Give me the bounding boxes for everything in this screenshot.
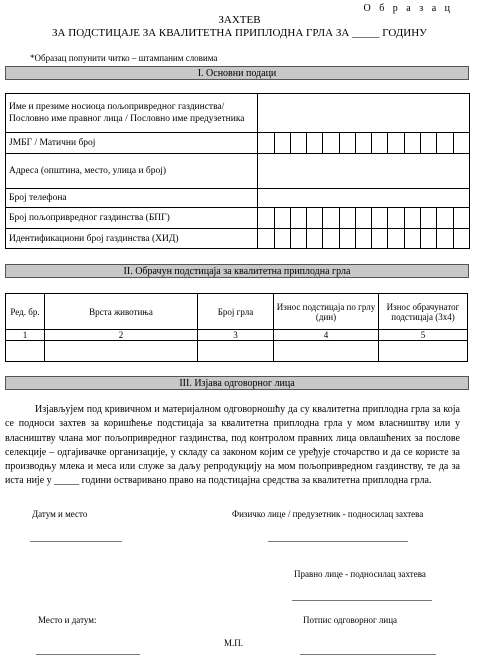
form-label: О б р а з а ц — [363, 3, 453, 14]
physical-person-signature-line[interactable] — [268, 541, 408, 542]
table-row — [6, 133, 470, 154]
table-row — [6, 341, 468, 362]
hid-digit-cell[interactable] — [372, 229, 388, 249]
table-row — [6, 229, 470, 249]
section-2-header: II. Обрачун подстицаја за квалитетна приплодна грла — [5, 264, 469, 278]
jmbg-digit-cell[interactable] — [355, 133, 371, 154]
hid-digit-cell[interactable] — [355, 229, 371, 249]
jmbg-digit-cell[interactable] — [437, 133, 453, 154]
jmbg-digit-cell[interactable] — [323, 133, 339, 154]
hid-digit-cell[interactable] — [323, 229, 339, 249]
hid-digit-cell[interactable] — [274, 229, 290, 249]
hid-digit-cell[interactable] — [307, 229, 323, 249]
holder-name-label: Име и презиме носиоца пољопривредног газдинства/ Пословно име правног лица / Пословно име предузетника — [6, 94, 258, 133]
ordinal-field[interactable] — [6, 341, 45, 362]
hid-digit-cell[interactable] — [339, 229, 355, 249]
phone-field[interactable] — [258, 189, 470, 208]
jmbg-digit-cell[interactable] — [421, 133, 437, 154]
head-count-field[interactable] — [198, 341, 274, 362]
hid-label: Идентификациони број газдинства (ХИД) — [6, 229, 258, 249]
bpg-digit-cell[interactable] — [388, 208, 404, 229]
fill-instruction-note: *Образац попунити читко – штампаним словима — [30, 53, 218, 63]
date-place-line[interactable] — [30, 541, 122, 542]
table-row — [6, 208, 470, 229]
calculation-table — [5, 293, 468, 362]
legal-person-signature-line[interactable] — [292, 600, 432, 601]
table-row — [6, 330, 468, 341]
hid-digit-cell[interactable] — [388, 229, 404, 249]
bpg-digit-cell[interactable] — [339, 208, 355, 229]
jmbg-digit-cell[interactable] — [307, 133, 323, 154]
col-number: 2 — [45, 330, 198, 341]
table-row — [6, 94, 470, 133]
address-field[interactable] — [258, 154, 470, 189]
table-row — [6, 189, 470, 208]
legal-person-label: Правно лице - подносилац захтева — [294, 569, 426, 579]
section-1-header: I. Основни подаци — [5, 66, 469, 80]
responsible-signature-line[interactable] — [300, 654, 436, 655]
amount-per-head-field[interactable] — [274, 341, 379, 362]
bpg-digit-cell[interactable] — [323, 208, 339, 229]
place-date-line[interactable] — [36, 654, 140, 655]
bpg-digit-cell[interactable] — [404, 208, 420, 229]
bpg-label: Број пољопривредног газдинства (БПГ) — [6, 208, 258, 229]
col-number: 5 — [379, 330, 468, 341]
address-label: Адреса (општина, место, улица и број) — [6, 154, 258, 189]
declaration-text: Изјављујем под кривичном и материјалном одговорношћу да су квалитетна приплодна грла за која се подноси захтев за коришћење подстицаја за квалитетна приплодна грла у мом власништву или у власништву члана мог пољопривредног газдинства, под контролом правних лица овлашћених за послове селекције – одгајивачке организације, у складу са законом којим се уређује сточарство и да се користе за производњу млека и меса или служе за даљу репродукцију на мом пољопривредном газдинству, те да за иста није у _____ години остваривано право на подстицајна средства за квалитетна приплодна грла. — [5, 404, 460, 487]
responsible-signature-label: Потпис одговорног лица — [303, 615, 398, 625]
col-number: 1 — [6, 330, 45, 341]
jmbg-digit-cell[interactable] — [258, 133, 274, 154]
col-amount-per-head-header: Износ подстицаја по грлу (дин) — [274, 294, 379, 330]
jmbg-digit-cell[interactable] — [274, 133, 290, 154]
jmbg-digit-cell[interactable] — [290, 133, 306, 154]
bpg-digit-cell[interactable] — [274, 208, 290, 229]
bpg-digit-cell[interactable] — [307, 208, 323, 229]
calculated-amount-field[interactable] — [379, 341, 468, 362]
place-date-label: Место и датум: — [38, 615, 97, 625]
hid-digit-cell[interactable] — [258, 229, 274, 249]
date-place-label: Датум и место — [32, 509, 88, 519]
table-row — [6, 154, 470, 189]
jmbg-digit-cell[interactable] — [388, 133, 404, 154]
jmbg-digit-cell[interactable] — [372, 133, 388, 154]
bpg-digit-cell[interactable] — [372, 208, 388, 229]
physical-person-label: Физичко лице / предузетник - подносилац захтева — [232, 509, 424, 519]
jmbg-label: ЈМБГ / Матични број — [6, 133, 258, 154]
col-number: 3 — [198, 330, 274, 341]
basic-data-table — [5, 93, 470, 249]
form-title: ЗАХТЕВ — [218, 14, 261, 26]
bpg-digit-cell[interactable] — [437, 208, 453, 229]
animal-type-field[interactable] — [45, 341, 198, 362]
stamp-label: М.П. — [224, 638, 244, 648]
hid-digit-cell[interactable] — [453, 229, 469, 249]
jmbg-digit-cell[interactable] — [339, 133, 355, 154]
bpg-digit-cell[interactable] — [258, 208, 274, 229]
hid-digit-cell[interactable] — [421, 229, 437, 249]
hid-digit-cell[interactable] — [437, 229, 453, 249]
jmbg-digit-cell[interactable] — [453, 133, 469, 154]
col-number: 4 — [274, 330, 379, 341]
bpg-digit-cell[interactable] — [421, 208, 437, 229]
jmbg-digit-cell[interactable] — [404, 133, 420, 154]
form-subtitle: ЗА ПОДСТИЦАЈЕ ЗА КВАЛИТЕТНА ПРИПЛОДНА ГРЛА ЗА _____ ГОДИНУ — [52, 27, 427, 39]
table-row — [6, 294, 468, 330]
hid-digit-cell[interactable] — [290, 229, 306, 249]
col-animal-type-header: Врста животиња — [45, 294, 198, 330]
section-3-header: III. Изјава одговорног лица — [5, 376, 469, 390]
col-head-count-header: Број грла — [198, 294, 274, 330]
bpg-digit-cell[interactable] — [290, 208, 306, 229]
hid-digit-cell[interactable] — [404, 229, 420, 249]
col-calculated-amount-header: Износ обрачунатог подстицаја (3х4) — [379, 294, 468, 330]
phone-label: Број телефона — [6, 189, 258, 208]
bpg-digit-cell[interactable] — [453, 208, 469, 229]
col-ordinal-header: Ред. бр. — [6, 294, 45, 330]
holder-name-field[interactable] — [258, 94, 470, 133]
bpg-digit-cell[interactable] — [355, 208, 371, 229]
